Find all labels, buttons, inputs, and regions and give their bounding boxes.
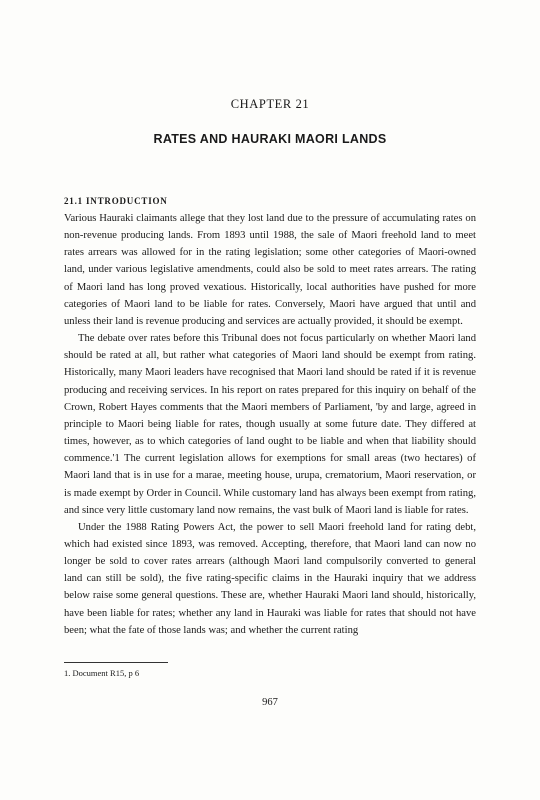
- footnote: 1. Document R15, p 6: [64, 668, 140, 678]
- chapter-title: RATES AND HAURAKI MAORI LANDS: [153, 132, 387, 146]
- section-heading: 21.1 INTRODUCTION: [64, 196, 168, 206]
- page-number: 967: [262, 697, 278, 708]
- paragraph: Various Hauraki claimants allege that they lost land due to the pressure of accumulating rates on non-revenue producing lands. From 1893 until 1988, the sale of Maori freehold land to meet rates arrears was allowed for in the rating legislation; some other categories of Maori-owned land, under various legislative amendments, could also be sold to meet rates arrears. The rating of Maori land has long proved vexatious. Historically, local authorities have pushed for more categories of Maori land to be liable for rates. Conversely, Maori have argued that until and unless their land is revenue producing and services are actually provided, it should be exempt.: [64, 213, 476, 327]
- chapter-label: CHAPTER 21: [230, 97, 310, 111]
- footnote-rule: [64, 662, 168, 663]
- paragraph: The debate over rates before this Tribunal does not focus particularly on whether Maori land should be rated at all, but rather what categories of Maori land should be exempt from rating. Historically, many Maori leaders have recognised that Maori land should be rated if it is revenue producing and receiving services. In his report on rates prepared for this inquiry on behalf of the Crown, Robert Hayes comments that the Maori members of Parliament, 'by and large, agreed in principle to Maori being liable for rates, though usually at some future date. They differed at times, however, as to which categories of land ought to be liable and when that liability should commence.'1 The current legislation allows for exemptions for small areas (two hectares) of Maori land that is in use for a marae, meeting house, urupa, crematorium, Maori reservation, or is made exempt by Order in Council. While customary land has always been exempt from rating, and since very little customary land now remains, the vast bulk of Maori land is liable for rates.: [64, 333, 476, 516]
- body-text: [64, 210, 476, 639]
- paragraph: Under the 1988 Rating Powers Act, the power to sell Maori freehold land for rating debt, which had existed since 1893, was removed. Accepting, therefore, that Maori land can now no longer be sold to cover rates arrears (although Maori land compulsorily converted to general land can still be sold), the five rating-specific claims in the Hauraki inquiry that we address below raise some general questions. These are, whether Hauraki Maori land should, historically, have been liable for rates; whether any land in Hauraki was liable for rates that should not have been; what the fate of those lands was; and whether the current rating: [64, 521, 476, 636]
